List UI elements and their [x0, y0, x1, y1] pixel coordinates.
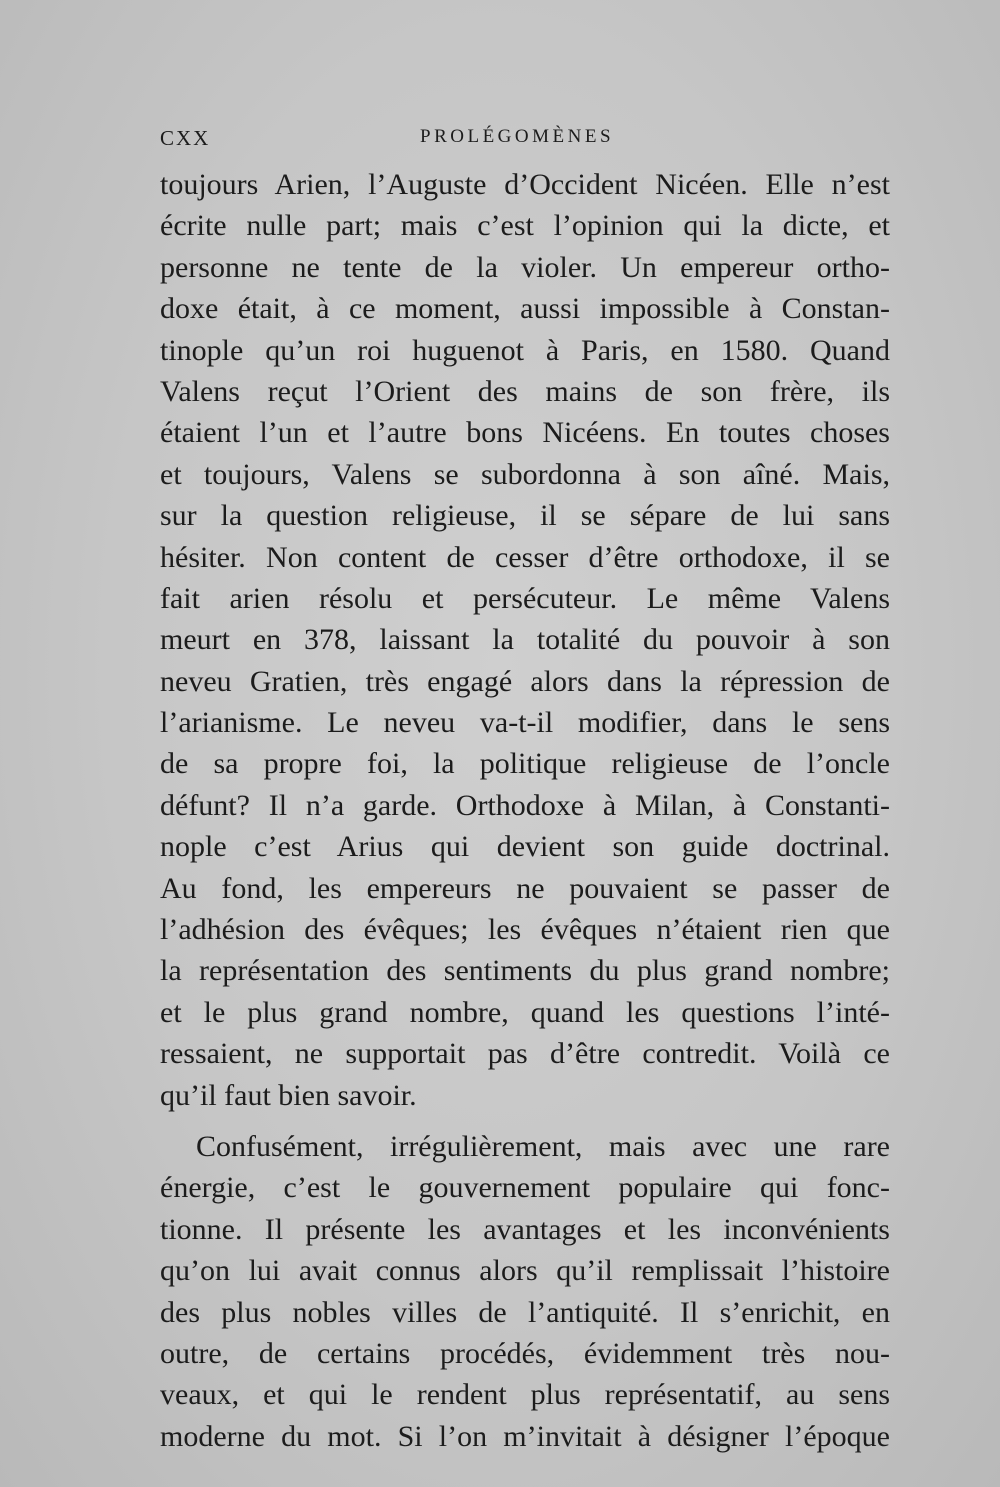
text-line: défunt? Il n’a garde. Orthodoxe à Milan, à Constanti-: [160, 788, 890, 822]
text-line: outre, de certains procédés, évidemment très nou-: [160, 1336, 890, 1370]
text-line: des plus nobles villes de l’antiquité. Il s’enrichit, en: [160, 1295, 890, 1329]
text-line: étaient l’un et l’autre bons Nicéens. En toutes choses: [160, 416, 890, 450]
text-line: moderne du mot. Si l’on m’invitait à désigner l’époque: [160, 1419, 890, 1453]
text-line: Valens reçut l’Orient des mains de son frère, ils: [160, 374, 890, 408]
text-line: l’arianisme. Le neveu va-t-il modifier, dans le sens: [160, 706, 890, 740]
text-line: veaux, et qui le rendent plus représentatif, au sens: [160, 1378, 890, 1412]
page-number: CXX: [160, 126, 211, 150]
text-line: écrite nulle part; mais c’est l’opinion qui la dicte, et: [160, 209, 890, 243]
body-text: [160, 164, 890, 1457]
text-line: personne ne tente de la violer. Un empereur ortho-: [160, 250, 890, 284]
text-line: et le plus grand nombre, quand les questions l’inté-: [160, 995, 890, 1029]
text-line: neveu Gratien, très engagé alors dans la répression de: [160, 664, 890, 698]
text-line: la représentation des sentiments du plus grand nombre;: [160, 954, 890, 988]
text-line: tinople qu’un roi huguenot à Paris, en 1580. Quand: [160, 333, 890, 367]
text-line: Au fond, les empereurs ne pouvaient se passer de: [160, 871, 890, 905]
text-line: toujours Arien, l’Auguste d’Occident Nicéen. Elle n’est: [160, 168, 890, 201]
text-line: meurt en 378, laissant la totalité du pouvoir à son: [160, 623, 890, 657]
paragraph-2: [160, 1126, 890, 1457]
text-line: énergie, c’est le gouvernement populaire qui fonc-: [160, 1171, 890, 1205]
text-line: hésiter. Non content de cesser d’être orthodoxe, il se: [160, 540, 890, 574]
text-line: qu’on lui avait connus alors qu’il remplissait l’histoire: [160, 1254, 890, 1288]
text-line: sur la question religieuse, il se sépare de lui sans: [160, 499, 890, 533]
text-line: de sa propre foi, la politique religieuse de l’oncle: [160, 747, 890, 781]
text-line: tionne. Il présente les avantages et les inconvénients: [160, 1212, 890, 1246]
paragraph-1: [160, 164, 890, 1116]
text-line: nople c’est Arius qui devient son guide doctrinal.: [160, 830, 890, 864]
text-line: fait arien résolu et persécuteur. Le même Valens: [160, 581, 890, 615]
text-line: Confusément, irrégulièrement, mais avec une rare: [196, 1129, 890, 1163]
text-line: qu’il faut bien savoir.: [160, 1078, 417, 1112]
text-line: l’adhésion des évêques; les évêques n’étaient rien que: [160, 913, 890, 947]
text-line: ressaient, ne supportait pas d’être contredit. Voilà ce: [160, 1037, 890, 1071]
paragraph-gap: [160, 1116, 890, 1126]
running-head: [160, 126, 890, 156]
text-line: doxe était, à ce moment, aussi impossible à Constan-: [160, 292, 890, 326]
running-head-title: PROLÉGOMÈNES: [420, 126, 615, 147]
text-line: et toujours, Valens se subordonna à son aîné. Mais,: [160, 457, 890, 491]
